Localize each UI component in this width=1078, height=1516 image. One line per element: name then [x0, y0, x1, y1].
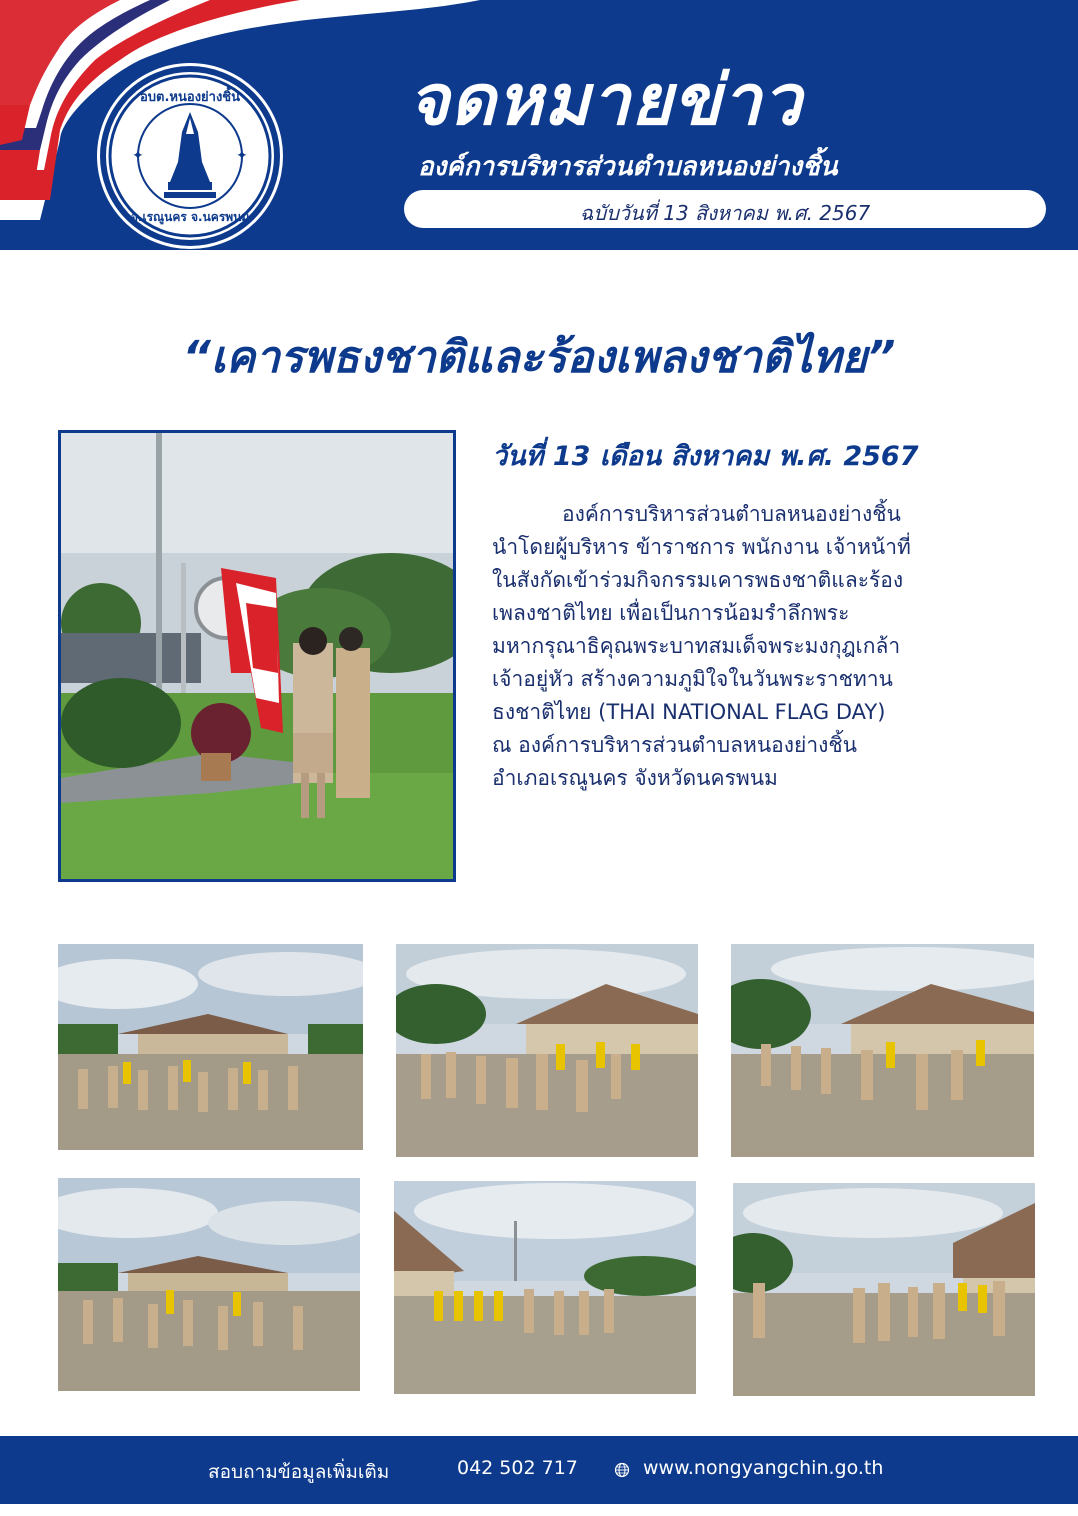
- article-body: [492, 498, 992, 795]
- article-line: มหากรุณาธิคุณพระบาทสมเด็จพระมงกุฎเกล้า: [492, 634, 901, 658]
- organization-seal-logo: [100, 66, 280, 246]
- svg-text:✦: ✦: [132, 148, 144, 164]
- main-photo-flag-ceremony: [58, 430, 456, 882]
- article-line: ธงชาติไทย (THAI NATIONAL FLAG DAY): [492, 700, 886, 724]
- organization-name: องค์การบริหารส่วนตำบลหนองย่างชิ้น: [418, 152, 838, 182]
- article-line: องค์การบริหารส่วนตำบลหนองย่างชิ้น: [562, 502, 901, 526]
- article-line: อำเภอเรณูนคร จังหวัดนครพนม: [492, 766, 778, 790]
- newsletter-title: จดหมายข่าว: [408, 59, 803, 141]
- contact-phone: 042 502 717: [457, 1457, 578, 1479]
- newsletter-header: [0, 0, 1078, 250]
- article-line: ในสังกัดเข้าร่วมกิจกรรมเคารพธงชาติและร้อง: [492, 568, 904, 592]
- gallery-photo-3: [731, 944, 1034, 1157]
- gallery-photo-6: [733, 1183, 1035, 1396]
- gallery-photo-2: [396, 944, 698, 1157]
- article-date: วันที่ 13 เดือน สิงหาคม พ.ศ. 2567: [492, 441, 919, 472]
- seal-bottom-text: อ.เรณูนคร จ.นครพนม: [130, 210, 250, 224]
- gallery-photo-4: [58, 1178, 360, 1391]
- svg-text:✦: ✦: [236, 148, 248, 164]
- article-line: นำโดยผู้บริหาร ข้าราชการ พนักงาน เจ้าหน้าที่: [492, 535, 911, 559]
- issue-date-badge: [404, 190, 1046, 228]
- contact-label: สอบถามข้อมูลเพิ่มเติม: [208, 1461, 390, 1483]
- website-link[interactable]: www.nongyangchin.go.th: [643, 1457, 884, 1479]
- article-headline: “เคารพธงชาติและร้องเพลงชาติไทย”: [182, 332, 896, 383]
- article-line: ณ องค์การบริหารส่วนตำบลหนองย่างชิ้น: [492, 733, 857, 757]
- globe-icon: [614, 1462, 630, 1478]
- gallery-photo-1: [58, 944, 363, 1150]
- gallery-photo-5: [394, 1181, 696, 1394]
- newsletter-footer: [0, 1436, 1078, 1504]
- issue-date-text: ฉบับวันที่ 13 สิงหาคม พ.ศ. 2567: [579, 201, 871, 225]
- seal-top-text: อบต.หนองย่างชิ้น: [139, 90, 241, 105]
- article-line: เพลงชาติไทย เพื่อเป็นการน้อมรำลึกพระ: [492, 601, 850, 625]
- article-line: เจ้าอยู่หัว สร้างความภูมิใจในวันพระราชทาน: [492, 667, 893, 691]
